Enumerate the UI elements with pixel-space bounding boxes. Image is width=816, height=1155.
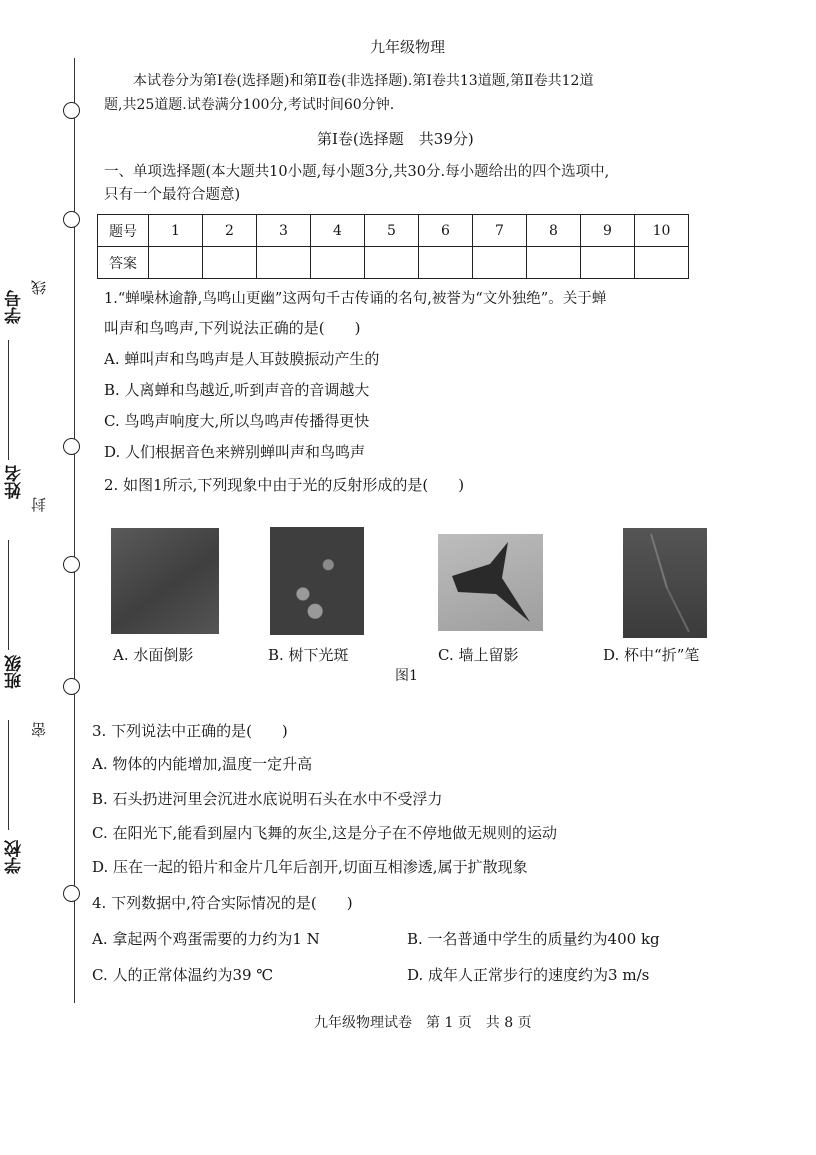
answer-cell[interactable] bbox=[581, 247, 635, 279]
q1-option-c: C. 鸟鸣声响度大,所以鸟鸣声传播得更快 bbox=[104, 412, 370, 430]
question-number-cell: 7 bbox=[473, 215, 527, 247]
school-label: 学校 bbox=[5, 840, 25, 874]
q3-option-b: B. 石头扔进河里会沉进水底说明石头在水中不受浮力 bbox=[92, 790, 443, 808]
q3-option-d: D. 压在一起的铅片和金片几年后剖开,切面互相渗透,属于扩散现象 bbox=[92, 858, 528, 876]
question-number-label: 题号 bbox=[98, 215, 149, 247]
binding-hole bbox=[63, 102, 80, 119]
q1-option-d: D. 人们根据音色来辨别蝉叫声和鸟鸣声 bbox=[104, 443, 366, 461]
answer-cell[interactable] bbox=[473, 247, 527, 279]
answer-table-answer-row bbox=[98, 247, 689, 279]
student-id-label: 学号 bbox=[5, 290, 25, 324]
q3-option-a: A. 物体的内能增加,温度一定升高 bbox=[92, 755, 313, 773]
q3-stem: 3. 下列说法中正确的是( ) bbox=[92, 722, 288, 740]
photo-water-reflection bbox=[111, 528, 219, 634]
question-number-cell: 5 bbox=[365, 215, 419, 247]
answer-table bbox=[97, 214, 689, 279]
part1-title: 第Ⅰ卷(选择题 共39分) bbox=[317, 130, 474, 148]
q2-caption-c: C. 墙上留影 bbox=[438, 646, 519, 664]
q2-caption-b: B. 树下光斑 bbox=[268, 646, 349, 664]
answer-cell[interactable] bbox=[257, 247, 311, 279]
answer-table-header-row bbox=[98, 215, 689, 247]
answer-cell[interactable] bbox=[203, 247, 257, 279]
question-number-cell: 3 bbox=[257, 215, 311, 247]
page-footer: 九年级物理试卷 第 1 页 共 8 页 bbox=[314, 1015, 532, 1031]
question-number-cell: 8 bbox=[527, 215, 581, 247]
q1-option-a: A. 蝉叫声和鸟鸣声是人耳鼓膜振动产生的 bbox=[104, 350, 380, 368]
question-number-cell: 4 bbox=[311, 215, 365, 247]
question-number-cell: 1 bbox=[149, 215, 203, 247]
intro-text-line2: 题,共25道题.试卷满分100分,考试时间60分钟. bbox=[104, 97, 395, 113]
q4-stem: 4. 下列数据中,符合实际情况的是( ) bbox=[92, 894, 353, 912]
binding-hole bbox=[63, 885, 80, 902]
q2-caption-d: D. 杯中“折”笔 bbox=[603, 646, 700, 664]
question-number-cell: 6 bbox=[419, 215, 473, 247]
class-underline bbox=[8, 540, 9, 650]
q1-option-b: B. 人离蝉和鸟越近,听到声音的音调越大 bbox=[104, 381, 370, 399]
q1-stem-line1: 1.“蝉噪林逾静,鸟鸣山更幽”这两句千古传诵的名句,被誉为“文外独绝”。关于蝉 bbox=[104, 291, 607, 307]
section1-line1: 一、单项选择题(本大题共10小题,每小题3分,共30分.每小题给出的四个选项中, bbox=[104, 164, 610, 180]
student-name-label: 姓名 bbox=[5, 465, 25, 499]
figure-1-label: 图1 bbox=[395, 668, 418, 684]
name-underline bbox=[8, 340, 9, 460]
answer-cell[interactable] bbox=[365, 247, 419, 279]
answer-cell[interactable] bbox=[527, 247, 581, 279]
question-number-cell: 9 bbox=[581, 215, 635, 247]
binding-hole bbox=[63, 678, 80, 695]
answer-label: 答案 bbox=[98, 247, 149, 279]
answer-cell[interactable] bbox=[635, 247, 689, 279]
q4-option-b: B. 一名普通中学生的质量约为400 kg bbox=[407, 930, 660, 948]
q1-stem-line2: 叫声和鸟鸣声,下列说法正确的是( ) bbox=[104, 319, 361, 337]
page-title: 九年级物理 bbox=[370, 38, 446, 56]
school-underline bbox=[8, 720, 9, 830]
section1-line2: 只有一个最符合题意) bbox=[104, 187, 241, 203]
binding-hole bbox=[63, 438, 80, 455]
answer-cell[interactable] bbox=[419, 247, 473, 279]
question-number-cell: 2 bbox=[203, 215, 257, 247]
q3-option-c: C. 在阳光下,能看到屋内飞舞的灰尘,这是分子在不停地做无规则的运动 bbox=[92, 824, 558, 842]
q2-stem: 2. 如图1所示,下列现象中由于光的反射形成的是( ) bbox=[104, 476, 465, 494]
answer-cell[interactable] bbox=[311, 247, 365, 279]
photo-light-spots-under-tree bbox=[270, 527, 364, 635]
seal-word-seal: 封 bbox=[30, 497, 48, 512]
answer-cell[interactable] bbox=[149, 247, 203, 279]
q2-caption-a: A. 水面倒影 bbox=[113, 646, 194, 664]
class-label: 班级 bbox=[5, 655, 25, 689]
intro-text-line1: 本试卷分为第Ⅰ卷(选择题)和第Ⅱ卷(非选择题).第Ⅰ卷共13道题,第Ⅱ卷共12道 bbox=[133, 73, 594, 89]
question-number-cell: 10 bbox=[635, 215, 689, 247]
seal-word-secret: 密 bbox=[30, 722, 48, 737]
photo-shadow-on-wall bbox=[438, 534, 543, 631]
binding-hole bbox=[63, 556, 80, 573]
q4-option-c: C. 人的正常体温约为39 ℃ bbox=[92, 966, 274, 984]
binding-hole bbox=[63, 211, 80, 228]
binding-line bbox=[74, 58, 75, 1003]
q4-option-d: D. 成年人正常步行的速度约为3 m/s bbox=[407, 966, 650, 984]
seal-word-line: 线 bbox=[30, 280, 48, 295]
photo-bent-pencil-in-cup bbox=[623, 528, 707, 638]
q4-option-a: A. 拿起两个鸡蛋需要的力约为1 N bbox=[92, 930, 320, 948]
